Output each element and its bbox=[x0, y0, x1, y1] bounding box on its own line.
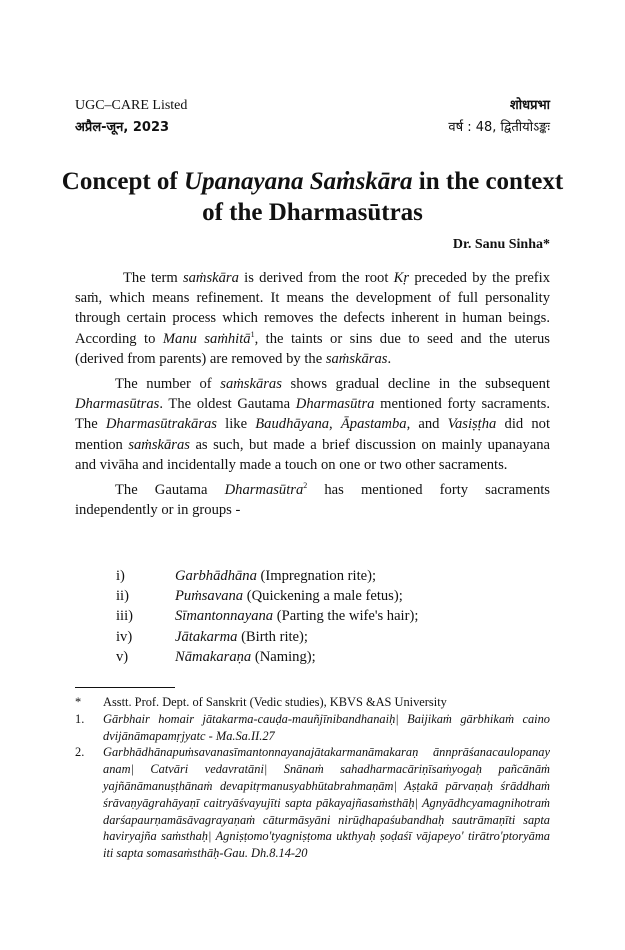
list-item-desc: (Naming); bbox=[251, 648, 316, 665]
list-item-name: Nāmakaraṇa bbox=[175, 648, 252, 665]
p1-root-kr: Kṛ bbox=[393, 270, 410, 286]
footnote-divider bbox=[75, 687, 175, 688]
footnotes bbox=[75, 694, 550, 862]
p3-text-d: has mentioned forty sacraments independently or in groups - bbox=[75, 482, 550, 519]
paragraph-3 bbox=[75, 480, 550, 520]
header-journal-name: शोधप्रभा bbox=[509, 98, 550, 113]
list-item-number: iv) bbox=[116, 628, 133, 645]
p1-term-samskara: saṁskāra bbox=[182, 270, 239, 286]
p3-text-a: The Gautama bbox=[115, 482, 225, 499]
article-body bbox=[75, 268, 550, 525]
list-item bbox=[116, 647, 418, 667]
p2-samskaras: saṁskāras bbox=[220, 376, 282, 393]
list-item bbox=[116, 627, 418, 647]
p2-text-g: mentioned forty sacraments. The bbox=[75, 396, 551, 433]
footnote-ref-2[interactable]: 2 bbox=[303, 481, 308, 491]
p1-text-e: preceded by the prefix saṁ, which means refinement. It means the development of full personality through certain process which removes the defects inherent in human beings. According to bbox=[75, 270, 551, 347]
list-item-name: Garbhādhāna bbox=[175, 568, 257, 584]
footnote-mark: 2. bbox=[75, 745, 85, 760]
footnote-text: Gārbhair homair jātakarma-cauḍa-mauñjīnibandhanaiḥ| Baijikaṁ gārbhikaṁ caino dvijānāmapamṛjyatc - Ma.Sa.II.27 bbox=[103, 711, 550, 743]
title-pre: Concept of bbox=[61, 168, 185, 195]
list-item-desc: (Quickening a male fetus); bbox=[243, 588, 403, 605]
p1-text-h: , the taints or sins due to seed and the uterus (derived from parents) are removed by the bbox=[75, 330, 550, 367]
p2-vasistha: Vasiṣṭha bbox=[447, 416, 497, 433]
list-item bbox=[116, 606, 418, 626]
header-ugc-care: UGC–CARE Listed bbox=[75, 98, 188, 113]
header-volume: वर्ष : 48, द्वितीयोऽङ्कः bbox=[448, 120, 550, 135]
footnote-2 bbox=[75, 744, 550, 862]
p1-text-a: The term bbox=[123, 270, 183, 286]
p2-text-k: , bbox=[329, 416, 341, 433]
p2-dharmasutra: Dharmasūtra bbox=[295, 396, 375, 413]
list-item-desc: (Parting the wife's hair); bbox=[273, 608, 419, 625]
list-item-number: i) bbox=[116, 568, 125, 584]
p2-text-c: shows gradual decline in the subsequent bbox=[281, 376, 551, 393]
paragraph-1 bbox=[75, 268, 550, 369]
p2-text-o: did not mention bbox=[75, 416, 551, 453]
p2-dharmasutras: Dharmasūtras bbox=[75, 396, 160, 413]
p1-text-j: . bbox=[387, 350, 392, 367]
p2-text-i: like bbox=[216, 416, 256, 433]
list-item-name: Jātakarma bbox=[175, 628, 238, 645]
p2-samskaras-2: saṁskāras bbox=[128, 436, 190, 453]
header-issue-date: अप्रैल-जून, 2023 bbox=[75, 120, 170, 135]
article-author: Dr. Sanu Sinha* bbox=[452, 237, 550, 252]
list-item-name: Puṁsavana bbox=[175, 588, 244, 605]
list-item-number: ii) bbox=[116, 588, 129, 605]
p2-baudhayana: Baudhāyana bbox=[255, 416, 330, 433]
footnote-ref-1[interactable]: 1 bbox=[250, 329, 255, 339]
p1-text-c: is derived from the root bbox=[238, 270, 394, 286]
list-item-desc: (Impregnation rite); bbox=[256, 568, 377, 584]
paragraph-2 bbox=[75, 374, 550, 475]
p2-apastamba: Āpastamba bbox=[340, 416, 407, 433]
p2-text-e: . The oldest Gautama bbox=[159, 396, 296, 413]
list-item bbox=[116, 566, 418, 586]
article-title bbox=[60, 166, 565, 228]
title-italic: Upanayana Saṁskāra bbox=[184, 168, 413, 195]
list-item bbox=[116, 586, 418, 606]
p2-text-m: , and bbox=[406, 416, 448, 433]
footnote-1 bbox=[75, 711, 550, 745]
title-post: in the context of the Dharmasūtras bbox=[202, 168, 564, 226]
footnote-mark: * bbox=[75, 695, 82, 709]
p2-text-a: The number of bbox=[115, 376, 221, 393]
list-item-name: Sīmantonnayana bbox=[175, 608, 274, 625]
p2-dharmasutrakaras: Dharmasūtrakāras bbox=[105, 416, 217, 433]
p3-dharmasutra: Dharmasūtra bbox=[224, 482, 304, 499]
p1-manu-samhita: Manu saṁhitā bbox=[162, 330, 251, 347]
sacrament-list bbox=[116, 566, 418, 667]
p2-text-q: as such, but made a brief discussion on mainly upanayana and vivāha and incidentally made a touch on one or two other sacraments. bbox=[75, 436, 550, 473]
list-item-desc: (Birth rite); bbox=[237, 628, 308, 645]
footnote-author bbox=[75, 694, 550, 711]
list-item-number: v) bbox=[116, 648, 129, 665]
footnote-text: Garbhādhānapuṁsavanasīmantonnayanajātakarmanāmakaraṇ ānnprāśanacaulopanay anam| Catvāri vedavratāni| Snānaṁ sahadharmacāriṇīsaṁyogaḥ pañcānāṁ yajñānāmanuṣṭhānaṁ devapitṛmanusyabhūtabrahmaṇām| Aṣṭakā pārvaṇaḥ śrāddhaṁ śrāvaṇyāgrahāyaṇī caitryāśvayujīti sapta pākayajñasaṁsthāḥ| Agnyādhcyamagnihotraṁ darśapaurṇamāsāvagrayaṇaṁ cāturmāsyāni nirūḍhapaśubandhaḥ sautrāmaṇīti sapta haviryajña saṁsthaḥ| Agniṣṭomo'tyagniṣṭoma ukthyaḥ ṣoḍaśī vājapeyo' tirātro'ptoryāma iti sapta somasaṁsthāḥ-Gau. Dh.8.14-20 bbox=[103, 745, 550, 861]
footnote-mark: 1. bbox=[75, 711, 85, 726]
footnote-text: Asstt. Prof. Dept. of Sanskrit (Vedic studies), KBVS &AS University bbox=[103, 695, 447, 709]
p1-samskaras: saṁskāras bbox=[325, 350, 388, 367]
list-item-number: iii) bbox=[116, 608, 134, 625]
